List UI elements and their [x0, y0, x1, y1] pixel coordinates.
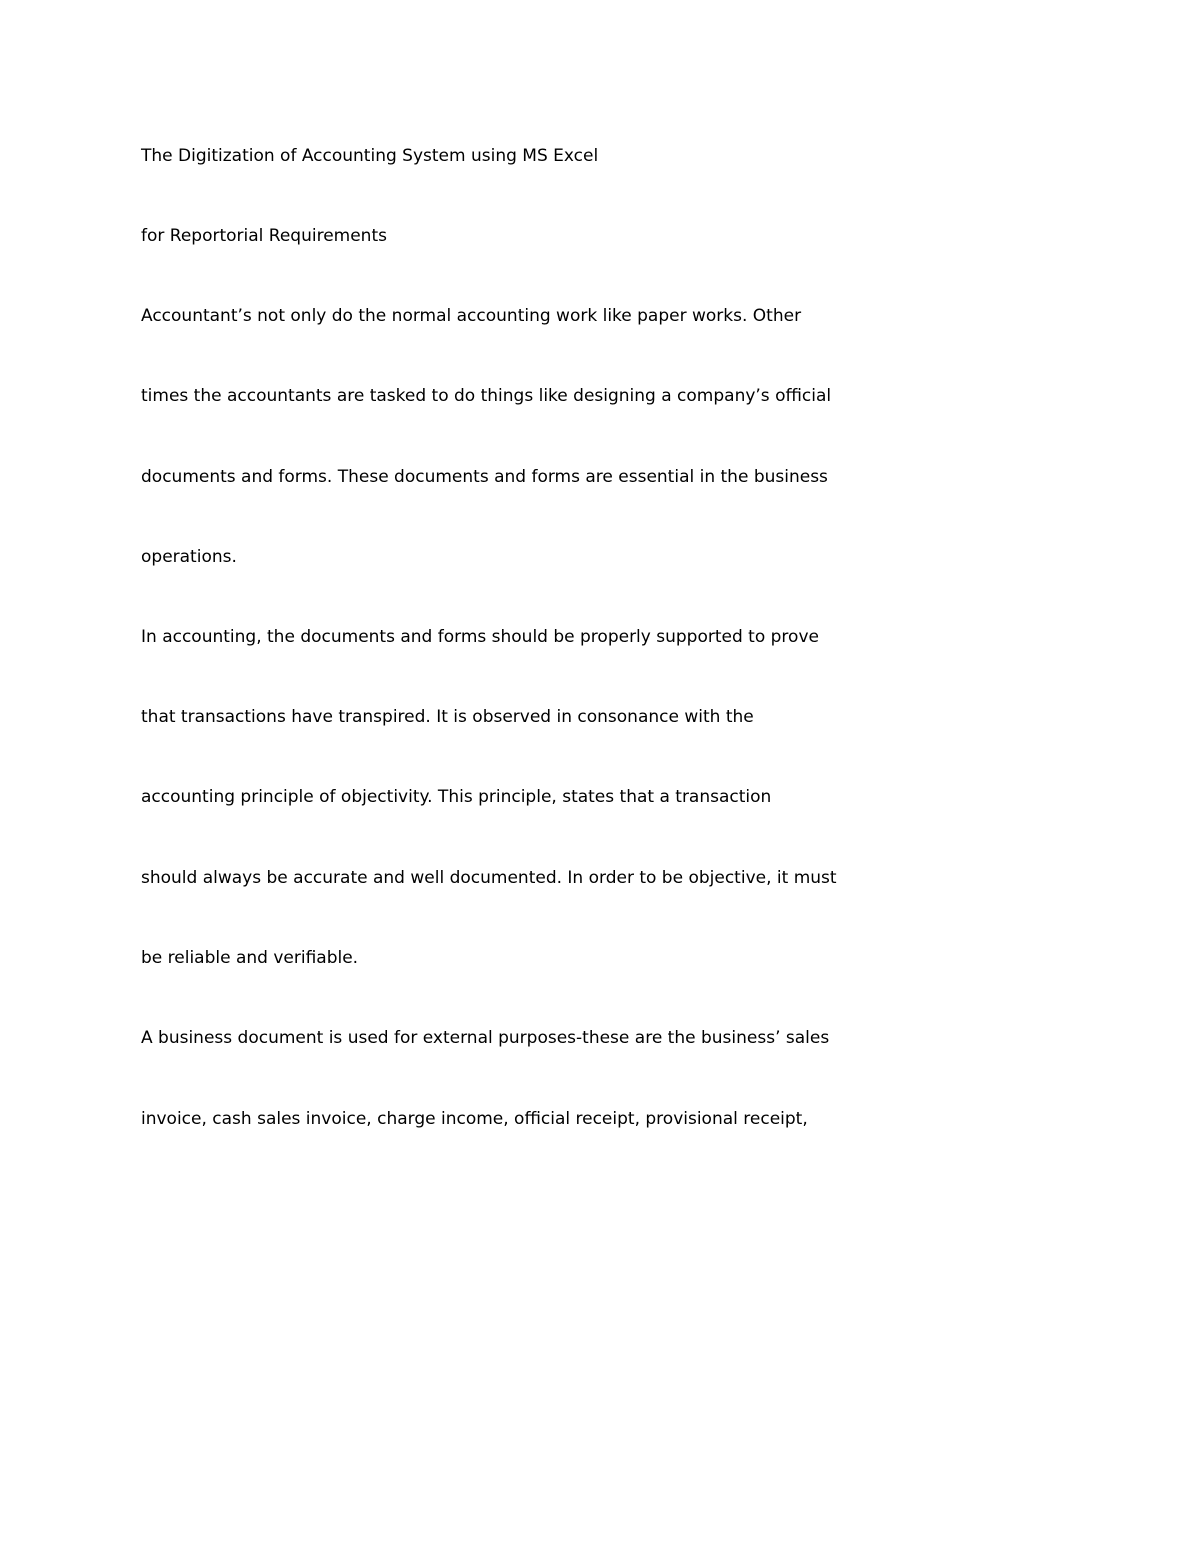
paragraph-1-line-2: times the accountants are tasked to do things like designing a company’s official — [141, 386, 832, 406]
paragraph-2-line-1: In accounting, the documents and forms should be properly supported to prove — [141, 627, 819, 647]
paragraph-2-line-2: that transactions have transpired. It is observed in consonance with the — [141, 707, 754, 727]
paragraph-1-line-1: Accountant’s not only do the normal accounting work like paper works. Other — [141, 306, 802, 326]
document-title-line-1: The Digitization of Accounting System using MS Excel — [141, 146, 599, 166]
document-title-line-2: for Reportorial Requirements — [141, 226, 387, 246]
paragraph-2-line-3: accounting principle of objectivity. This principle, states that a transaction — [141, 787, 772, 807]
paragraph-2-line-4: should always be accurate and well documented. In order to be objective, it must — [141, 868, 837, 888]
paragraph-1-line-4: operations. — [141, 547, 237, 567]
paragraph-3-line-2: invoice, cash sales invoice, charge income, official receipt, provisional receipt, — [141, 1109, 808, 1129]
paragraph-1-line-3: documents and forms. These documents and forms are essential in the business — [141, 467, 828, 487]
paragraph-2-line-5: be reliable and verifiable. — [141, 948, 359, 968]
paragraph-3-line-1: A business document is used for external purposes-these are the business’ sales — [141, 1028, 830, 1048]
